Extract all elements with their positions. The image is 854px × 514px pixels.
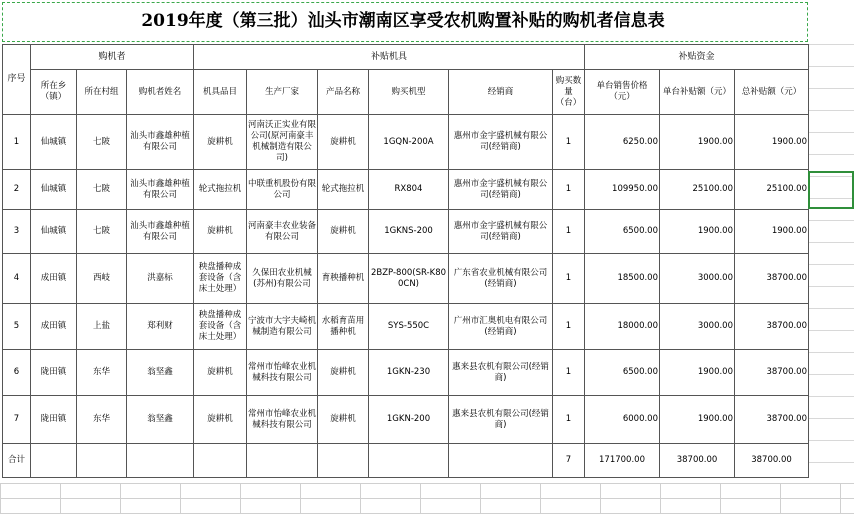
col-header-product[interactable]: 产品名称 bbox=[318, 70, 369, 115]
table-cell[interactable] bbox=[77, 444, 127, 478]
cell-total[interactable]: 38700.00 bbox=[735, 304, 809, 350]
cell-total[interactable]: 38700.00 bbox=[735, 396, 809, 444]
empty-sheet-grid bbox=[0, 483, 854, 514]
empty-column-grid bbox=[808, 44, 854, 483]
col-header-subsidy[interactable]: 单台补贴额（元） bbox=[660, 70, 735, 115]
cell-dealer[interactable]: 惠州市金宇盛机械有限公司(经销商) bbox=[449, 210, 553, 254]
cell-seq[interactable]: 6 bbox=[3, 350, 31, 396]
cell-maker[interactable]: 常州市怡峰农业机械科技有限公司 bbox=[247, 396, 318, 444]
col-header-price[interactable]: 单台销售价格（元） bbox=[585, 70, 660, 115]
table-row bbox=[3, 350, 809, 396]
cell-maker[interactable]: 常州市怡峰农业机械科技有限公司 bbox=[247, 350, 318, 396]
cell-village[interactable]: 西岐 bbox=[77, 254, 127, 304]
cell-maker[interactable]: 宁波市大宇夫崎机械制造有限公司 bbox=[247, 304, 318, 350]
cell-price[interactable]: 6500.00 bbox=[585, 350, 660, 396]
totals-price[interactable]: 171700.00 bbox=[585, 444, 660, 478]
cell-product[interactable]: 轮式拖拉机 bbox=[318, 170, 369, 210]
buyer-group-header[interactable]: 购机者 bbox=[31, 45, 194, 70]
cell-village[interactable]: 上盐 bbox=[77, 304, 127, 350]
cell-sub[interactable]: 1900.00 bbox=[660, 210, 735, 254]
cell-buyer[interactable]: 翁坚鑫 bbox=[127, 350, 194, 396]
table-cell[interactable] bbox=[318, 444, 369, 478]
table-cell[interactable] bbox=[247, 444, 318, 478]
cell-price[interactable]: 109950.00 bbox=[585, 170, 660, 210]
table-cell[interactable] bbox=[369, 444, 449, 478]
cell-item[interactable]: 旋耕机 bbox=[194, 115, 247, 170]
cell-qty[interactable]: 1 bbox=[553, 304, 585, 350]
table-row bbox=[3, 115, 809, 170]
cell-town[interactable]: 仙城镇 bbox=[31, 115, 77, 170]
col-header-village[interactable]: 所在村组 bbox=[77, 70, 127, 115]
cell-dealer[interactable]: 惠州市金宇盛机械有限公司(经销商) bbox=[449, 115, 553, 170]
cell-qty[interactable]: 1 bbox=[553, 396, 585, 444]
cell-seq[interactable]: 5 bbox=[3, 304, 31, 350]
cell-product[interactable]: 旋耕机 bbox=[318, 396, 369, 444]
cell-dealer[interactable]: 广东省农业机械有限公司(经销商) bbox=[449, 254, 553, 304]
table-cell[interactable] bbox=[449, 444, 553, 478]
cell-maker[interactable]: 河南豪丰农业装备有限公司 bbox=[247, 210, 318, 254]
cell-maker[interactable]: 久保田农业机械(苏州)有限公司 bbox=[247, 254, 318, 304]
machine-group-header[interactable]: 补贴机具 bbox=[194, 45, 585, 70]
cell-model[interactable]: RX804 bbox=[369, 170, 449, 210]
seq-header[interactable]: 序号 bbox=[3, 45, 31, 115]
cell-village[interactable]: 七陂 bbox=[77, 170, 127, 210]
cell-seq[interactable]: 1 bbox=[3, 115, 31, 170]
col-header-item[interactable]: 机具品目 bbox=[194, 70, 247, 115]
cell-item[interactable]: 旋耕机 bbox=[194, 210, 247, 254]
cell-buyer[interactable]: 汕头市鑫雄种植有限公司 bbox=[127, 210, 194, 254]
cell-product[interactable]: 旋耕机 bbox=[318, 210, 369, 254]
cell-seq[interactable]: 7 bbox=[3, 396, 31, 444]
cell-item[interactable]: 秧盘播种成套设备（含床土处理） bbox=[194, 254, 247, 304]
column-header-row bbox=[3, 70, 809, 115]
cell-model[interactable]: 1GKNS-200 bbox=[369, 210, 449, 254]
cell-dealer[interactable]: 惠州市金宇盛机械有限公司(经销商) bbox=[449, 170, 553, 210]
cell-maker[interactable]: 河南沃正实业有限公司(原河南豪丰机械制造有限公司) bbox=[247, 115, 318, 170]
cell-qty[interactable]: 1 bbox=[553, 170, 585, 210]
cell-total[interactable]: 25100.00 bbox=[735, 170, 809, 210]
cell-item[interactable]: 轮式拖拉机 bbox=[194, 170, 247, 210]
cell-village[interactable]: 七陂 bbox=[77, 115, 127, 170]
cell-total[interactable]: 1900.00 bbox=[735, 210, 809, 254]
cell-sub[interactable]: 1900.00 bbox=[660, 115, 735, 170]
table-row bbox=[3, 396, 809, 444]
group-header-row bbox=[3, 45, 809, 70]
cell-seq[interactable]: 3 bbox=[3, 210, 31, 254]
cell-town[interactable]: 陇田镇 bbox=[31, 350, 77, 396]
table-row bbox=[3, 254, 809, 304]
cell-maker[interactable]: 中联重机股份有限公司 bbox=[247, 170, 318, 210]
cell-village[interactable]: 七陂 bbox=[77, 210, 127, 254]
totals-qty[interactable]: 7 bbox=[553, 444, 585, 478]
cell-qty[interactable]: 1 bbox=[553, 350, 585, 396]
cell-qty[interactable]: 1 bbox=[553, 115, 585, 170]
cell-town[interactable]: 成田镇 bbox=[31, 254, 77, 304]
col-header-total[interactable]: 总补贴额（元） bbox=[735, 70, 809, 115]
col-header-dealer[interactable]: 经销商 bbox=[449, 70, 553, 115]
cell-total[interactable]: 38700.00 bbox=[735, 350, 809, 396]
cell-product[interactable]: 育秧播种机 bbox=[318, 254, 369, 304]
table-row bbox=[3, 304, 809, 350]
fund-group-header[interactable]: 补贴资金 bbox=[585, 45, 809, 70]
col-header-qty[interactable]: 购买数量（台） bbox=[553, 70, 585, 115]
cell-buyer[interactable]: 洪嘉标 bbox=[127, 254, 194, 304]
cell-dealer[interactable]: 惠来县农机有限公司(经销商) bbox=[449, 350, 553, 396]
cell-dealer[interactable]: 惠来县农机有限公司(经销商) bbox=[449, 396, 553, 444]
page-title: 2019年度（第三批）汕头市潮南区享受农机购置补贴的购机者信息表 bbox=[141, 11, 665, 31]
col-header-maker[interactable]: 生产厂家 bbox=[247, 70, 318, 115]
cell-qty[interactable]: 1 bbox=[553, 254, 585, 304]
cell-product[interactable]: 水稻育苗用播种机 bbox=[318, 304, 369, 350]
cell-model[interactable]: 1GKN-200 bbox=[369, 396, 449, 444]
cell-seq[interactable]: 2 bbox=[3, 170, 31, 210]
selected-cell-cursor[interactable] bbox=[808, 171, 854, 209]
cell-total[interactable]: 1900.00 bbox=[735, 115, 809, 170]
cell-buyer[interactable]: 汕头市鑫雄种植有限公司 bbox=[127, 170, 194, 210]
cell-product[interactable]: 旋耕机 bbox=[318, 350, 369, 396]
cell-seq[interactable]: 4 bbox=[3, 254, 31, 304]
table-row bbox=[3, 210, 809, 254]
col-header-town[interactable]: 所在乡（镇） bbox=[31, 70, 77, 115]
table-cell[interactable] bbox=[127, 444, 194, 478]
cell-buyer[interactable]: 汕头市鑫雄种植有限公司 bbox=[127, 115, 194, 170]
cell-village[interactable]: 东华 bbox=[77, 396, 127, 444]
cell-sub[interactable]: 3000.00 bbox=[660, 254, 735, 304]
totals-subsidy[interactable]: 38700.00 bbox=[660, 444, 735, 478]
cell-qty[interactable]: 1 bbox=[553, 210, 585, 254]
cell-item[interactable]: 秧盘播种成套设备（含床土处理） bbox=[194, 304, 247, 350]
cell-sub[interactable]: 3000.00 bbox=[660, 304, 735, 350]
col-header-buyer[interactable]: 购机者姓名 bbox=[127, 70, 194, 115]
cell-item[interactable]: 旋耕机 bbox=[194, 396, 247, 444]
cell-village[interactable]: 东华 bbox=[77, 350, 127, 396]
table-row bbox=[3, 170, 809, 210]
cell-sub[interactable]: 1900.00 bbox=[660, 396, 735, 444]
cell-town[interactable]: 成田镇 bbox=[31, 304, 77, 350]
totals-label[interactable]: 合计 bbox=[3, 444, 31, 478]
cell-total[interactable]: 38700.00 bbox=[735, 254, 809, 304]
cell-product[interactable]: 旋耕机 bbox=[318, 115, 369, 170]
cell-model[interactable]: SYS-550C bbox=[369, 304, 449, 350]
cell-buyer[interactable]: 翁坚鑫 bbox=[127, 396, 194, 444]
cell-sub[interactable]: 1900.00 bbox=[660, 350, 735, 396]
totals-total[interactable]: 38700.00 bbox=[735, 444, 809, 478]
table-cell[interactable] bbox=[31, 444, 77, 478]
cell-dealer[interactable]: 广州市汇奥机电有限公司(经销商) bbox=[449, 304, 553, 350]
cell-model[interactable]: 2BZP-800(SR-K800CN) bbox=[369, 254, 449, 304]
totals-row bbox=[3, 444, 809, 478]
cell-price[interactable]: 6500.00 bbox=[585, 210, 660, 254]
subsidy-table bbox=[2, 44, 809, 478]
col-header-model[interactable]: 购买机型 bbox=[369, 70, 449, 115]
cell-price[interactable]: 6000.00 bbox=[585, 396, 660, 444]
cell-town[interactable]: 仙城镇 bbox=[31, 170, 77, 210]
cell-item[interactable]: 旋耕机 bbox=[194, 350, 247, 396]
cell-price[interactable]: 6250.00 bbox=[585, 115, 660, 170]
table-cell[interactable] bbox=[194, 444, 247, 478]
cell-buyer[interactable]: 郑利财 bbox=[127, 304, 194, 350]
cell-price[interactable]: 18500.00 bbox=[585, 254, 660, 304]
cell-town[interactable]: 陇田镇 bbox=[31, 396, 77, 444]
cell-sub[interactable]: 25100.00 bbox=[660, 170, 735, 210]
cell-price[interactable]: 18000.00 bbox=[585, 304, 660, 350]
cell-model[interactable]: 1GKN-230 bbox=[369, 350, 449, 396]
cell-model[interactable]: 1GQN-200A bbox=[369, 115, 449, 170]
cell-town[interactable]: 仙城镇 bbox=[31, 210, 77, 254]
